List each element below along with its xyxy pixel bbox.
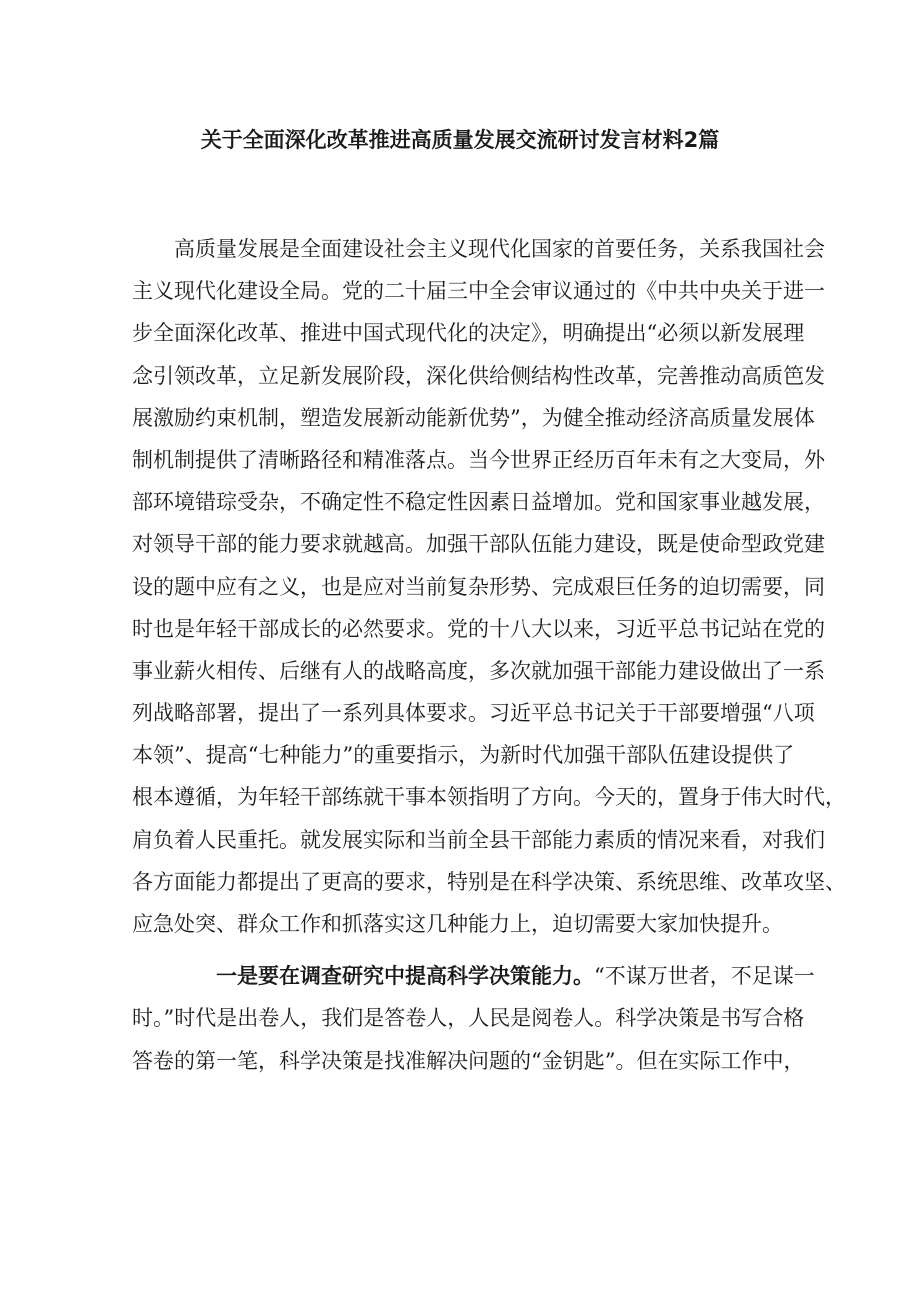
paragraph-1-line: 肩负着人民重托。就发展实际和当前全县干部能力素质的情况来看，对我们 [132, 827, 825, 852]
paragraph-1-line: 主义现代化建设全局。党的二十届三中全会审议通过的《中共中央关于进一 [132, 279, 825, 304]
section-heading: 一是要在调查研究中提高科学决策能力。 [216, 963, 594, 989]
paragraph-1-line: 设的题中应有之义，也是应对当前复杂形势、完成艰巨任务的迫切需要，同 [132, 574, 825, 599]
paragraph-1-line: 事业薪火相传、后继有人的战略高度，多次就加强干部能力建设做出了一系 [132, 658, 825, 683]
paragraph-1-line: 部环境错琮受杂，不确定性不稳定性因素日益增加。党和国家事业越发展， [132, 490, 825, 515]
paragraph-1-line: 高质量发展是全面建设社会主义现代化国家的首要任务，关系我国社会 [174, 237, 825, 261]
paragraph-2-line: 答卷的第一笔，科学决策是找准解决问题的“金钥匙”。但在实际工作中， [132, 1048, 805, 1073]
paragraph-2-first-line [132, 955, 815, 997]
paragraph-1-line: 念引领改革，立足新发展阶段，深化供给侧结构性改革，完善推动高质笆发 [132, 363, 825, 388]
paragraph-1-line: 根本遵循，为年轻干部练就干事本领指明了方向。今天的，置身于伟大时代， [132, 785, 846, 810]
paragraph-gap [132, 945, 792, 955]
paragraph-1-line: 应急处突、群众工作和抓落实这几种能力上，迫切需要大家加快提升。 [132, 912, 783, 936]
document-title: 关于全面深化改革推进高质量发展交流研讨发言材料2篇 [200, 128, 720, 152]
paragraph-1-line: 步全面深化改革、推进中国式现代化的决定》，明确提出“必须以新发展理 [132, 321, 805, 346]
paragraph-2-line-rest: “不谋万世者，不足谋一 [594, 964, 815, 989]
paragraph-1-line: 制机制提供了清晰路径和精准落点。当今世界正经历百年未有之大变局，外 [132, 447, 825, 472]
document-body [132, 228, 846, 1082]
paragraph-1-line: 展激励约束机制，塑造发展新动能新优势”，为健全推动经济高质量发展体 [132, 405, 815, 430]
paragraph-2-line: 时。”时代是出卷人，我们是答卷人，人民是阅卷人。科学决策是书写合格 [132, 1006, 805, 1031]
paragraph-1-line: 时也是年轻干部成长的必然要求。党的十八大以来，习近平总书记站在党的 [132, 616, 825, 641]
paragraph-1-line: 列战略部署，提出了一系列具体要求。习近平总书记关于干部要增强“八项 [132, 701, 815, 726]
paragraph-1-line: 本领”、提高“七种能力”的重要指示，为新时代加强干部队伍建设提供了 [132, 743, 795, 768]
paragraph-1-line: 对领导干部的能力要求就越高。加强干部队伍能力建设，既是使命型政党建 [132, 532, 825, 557]
paragraph-1-line: 各方面能力都提出了更高的要求，特别是在科学决策、系统思维、改革攻坚、 [132, 869, 846, 894]
